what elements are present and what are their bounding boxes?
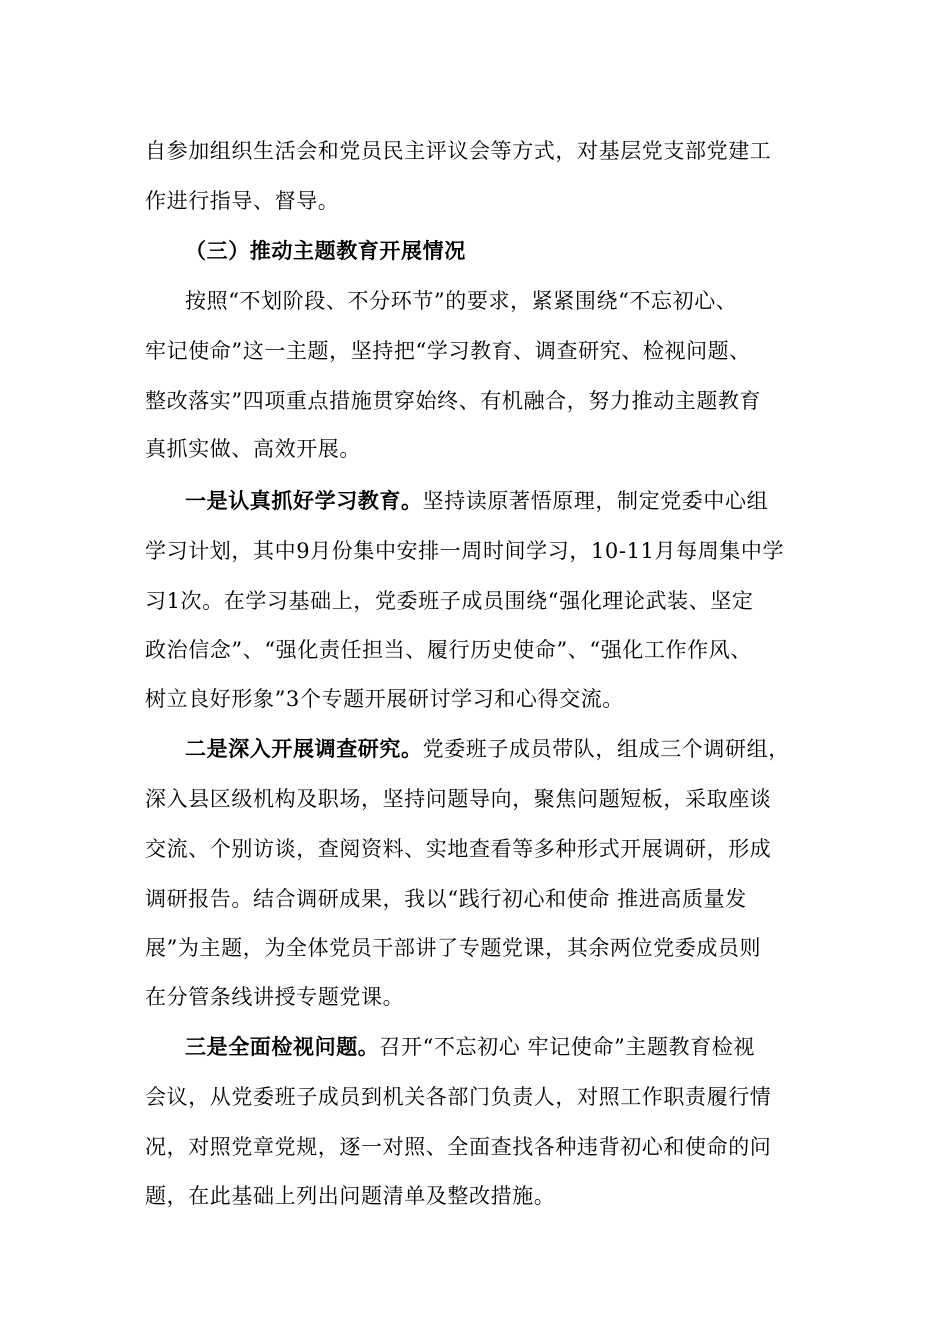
paragraph-text: 党委班子成员带队，组成三个调研组， — [422, 737, 790, 761]
section-heading: （三）推动主题教育开展情况 — [185, 238, 466, 263]
text-line: 牢记使命”这一主题，坚持把“学习教育、调查研究、检视问题、 — [145, 339, 751, 363]
text-line: 学习计划，其中9月份集中安排一周时间学习，10-11月每周集中学 — [145, 539, 785, 563]
text-line: 会议，从党委班子成员到机关各部门负责人，对照工作职责履行情 — [145, 1085, 772, 1109]
text-line: 调研报告。结合调研成果，我以“践行初心和使命 推进高质量发 — [145, 887, 747, 911]
paragraph-lead: 二是深入开展调查研究。 — [185, 736, 423, 761]
text-line: 交流、个别访谈，查阅资料、实地查看等多种形式开展调研，形成 — [145, 837, 772, 861]
paragraph-first-line — [185, 1032, 865, 1062]
text-line: 况，对照党章党规，逐一对照、全面查找各种违背初心和使命的问 — [145, 1135, 772, 1159]
text-line: 真抓实做、高效开展。 — [145, 437, 361, 461]
text-line: 在分管条线讲授专题党课。 — [145, 985, 405, 1009]
paragraph-lead: 三是全面检视问题。 — [185, 1034, 380, 1059]
text-line: 题，在此基础上列出问题清单及整改措施。 — [145, 1184, 556, 1208]
paragraph-text: 坚持读原著悟原理，制定党委中心组 — [422, 489, 769, 513]
text-line: 整改落实”四项重点措施贯穿始终、有机融合，努力推动主题教育 — [145, 389, 762, 413]
text-line: 树立良好形象”3个专题开展研讨学习和心得交流。 — [145, 687, 624, 711]
text-line: 按照“不划阶段、不分环节”的要求，紧紧围绕“不忘初心、 — [185, 289, 738, 313]
text-line: 作进行指导、督导。 — [145, 189, 340, 213]
paragraph-text: 召开“不忘初心 牢记使命”主题教育检视 — [379, 1035, 755, 1059]
paragraph-lead: 一是认真抓好学习教育。 — [185, 488, 423, 513]
text-line: 展”为主题，为全体党员干部讲了专题党课，其余两位党委成员则 — [145, 936, 762, 960]
text-line: 深入县区级机构及职场，坚持问题导向，聚焦问题短板，采取座谈 — [145, 787, 772, 811]
text-line: 政治信念”、“强化责任担当、履行历史使命”、“强化工作作风、 — [145, 638, 752, 662]
paragraph-first-line — [185, 734, 865, 764]
text-line: 习1次。在学习基础上，党委班子成员围绕“强化理论武装、坚定 — [145, 589, 754, 613]
text-line: 自参加组织生活会和党员民主评议会等方式，对基层党支部党建工 — [145, 139, 772, 163]
paragraph-first-line — [185, 486, 865, 516]
